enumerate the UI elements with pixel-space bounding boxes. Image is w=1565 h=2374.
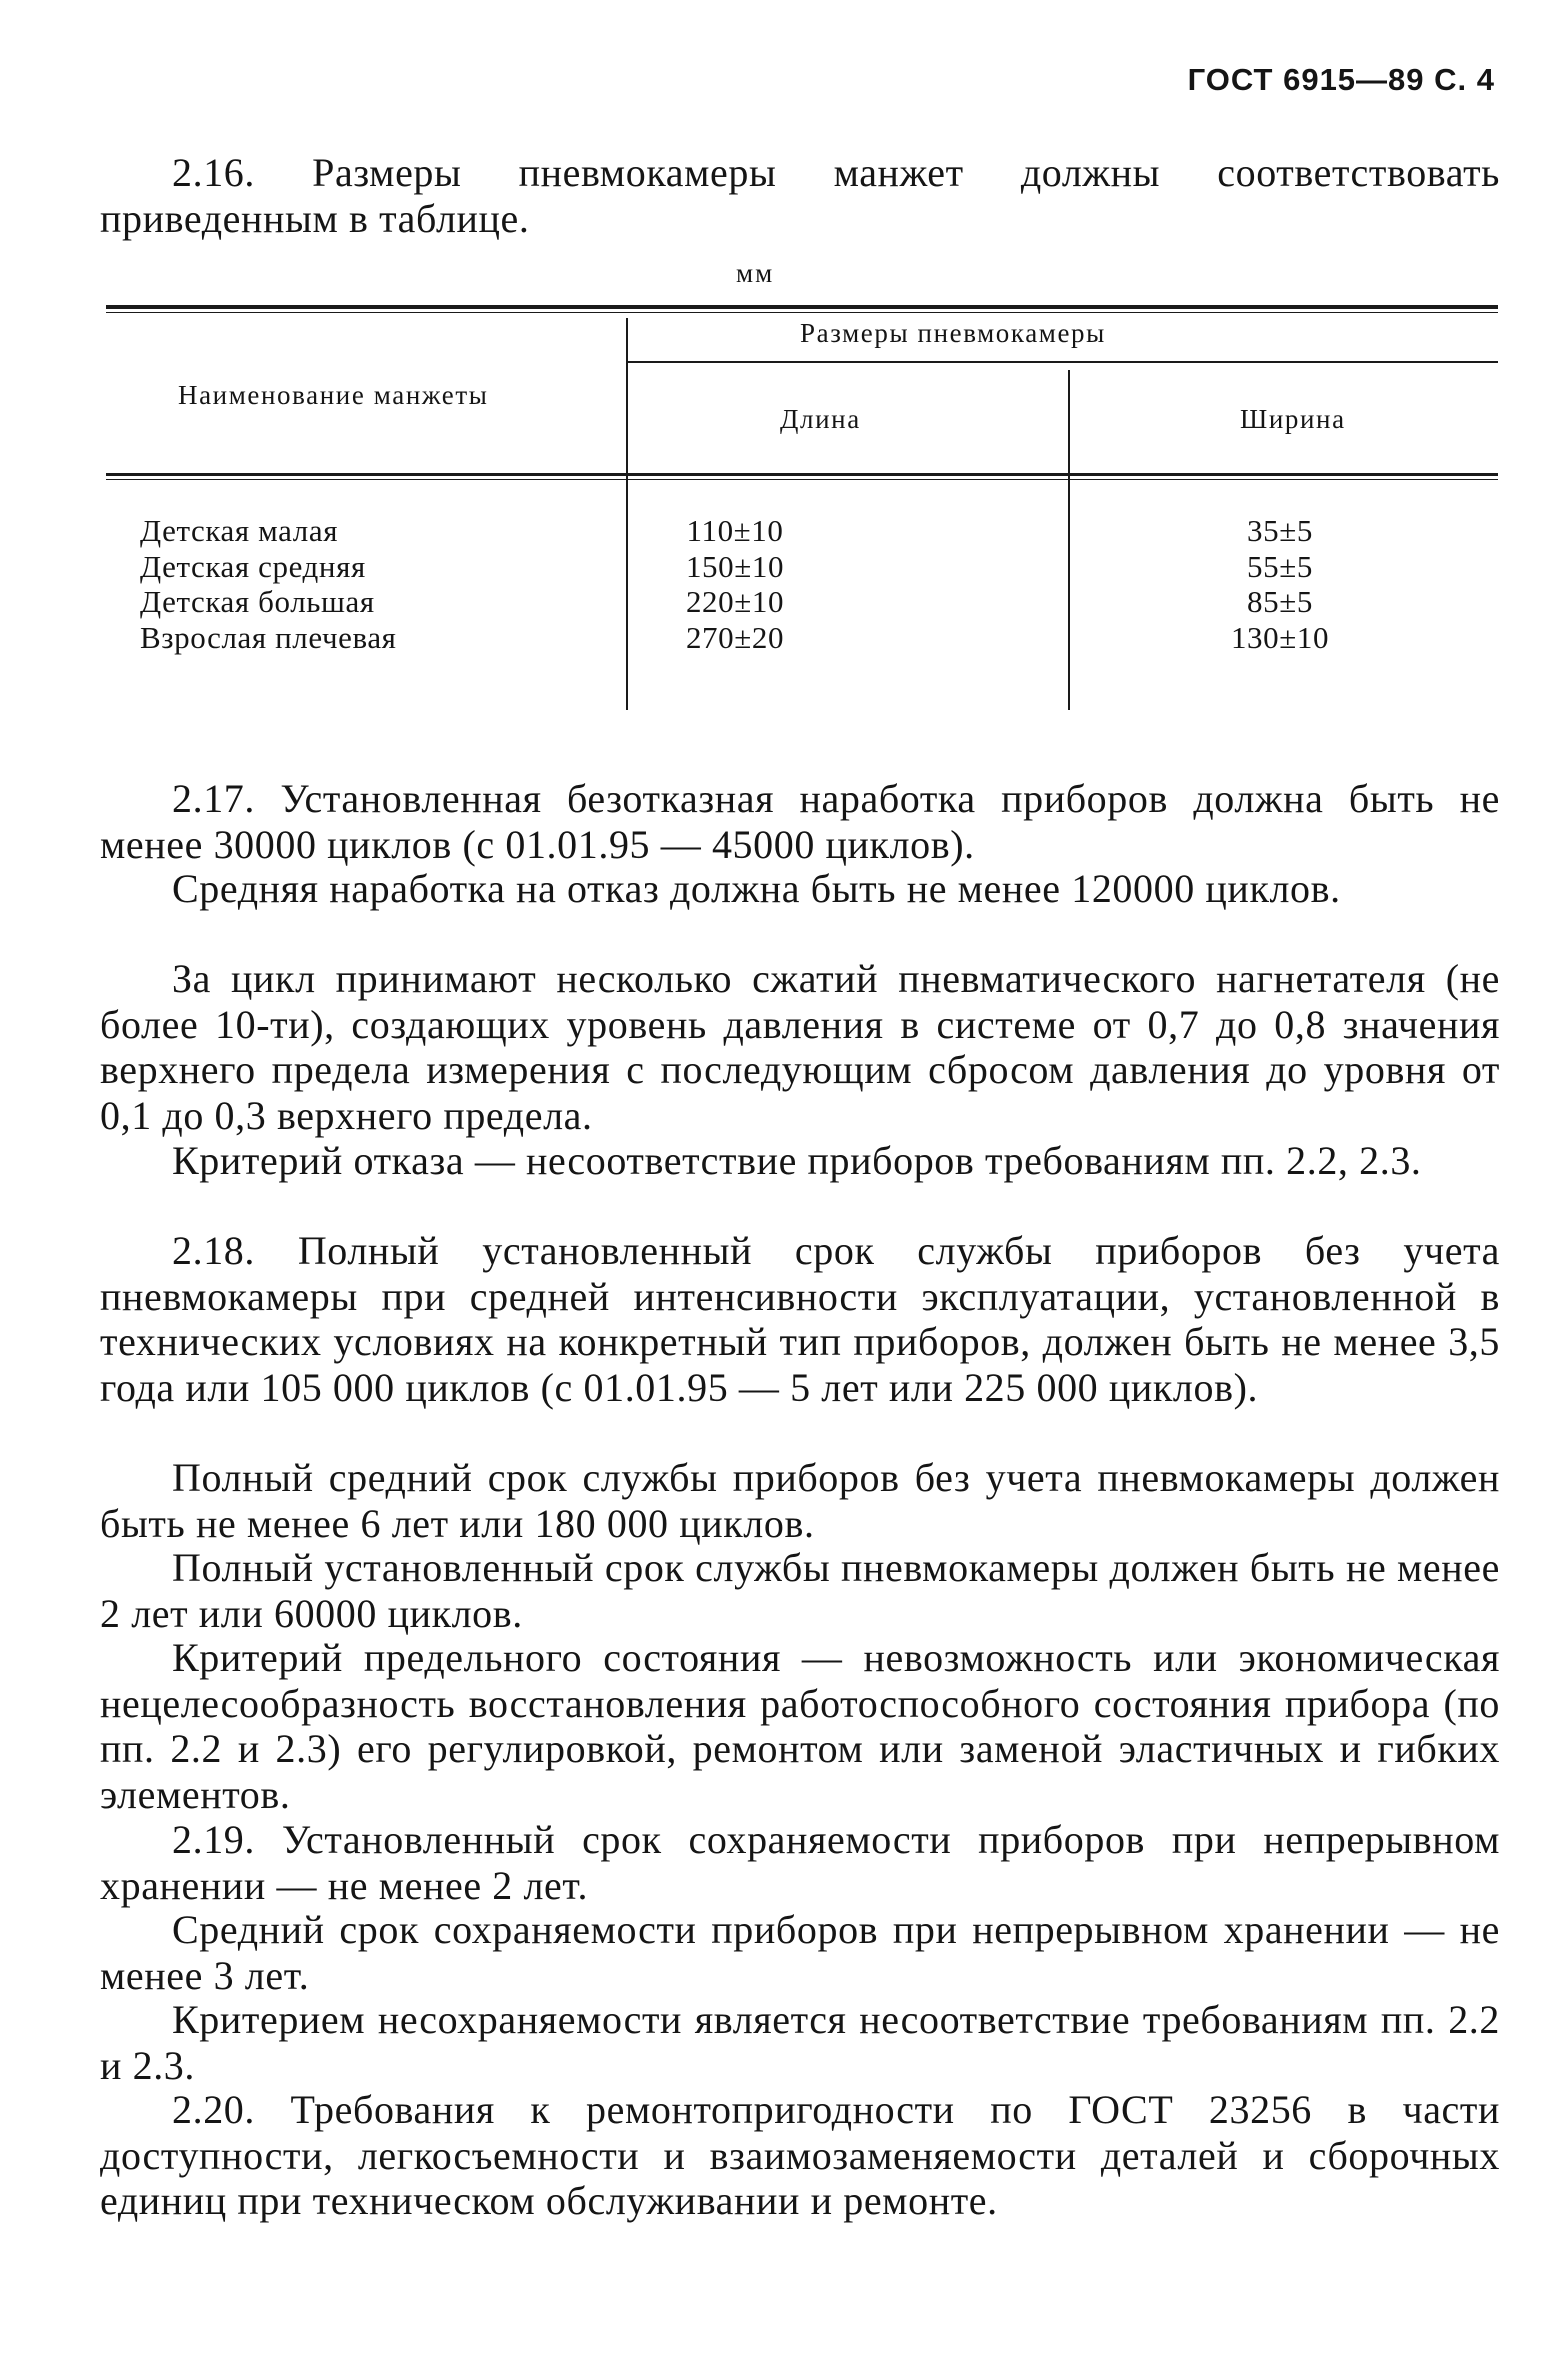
header-cuff-name: Наименование манжеты xyxy=(178,380,489,410)
table-top-rule-thin xyxy=(106,312,1498,313)
paragraph-storage-criterion: Критерием несохраняемости является несоответствие требованиям пп. 2.2 и 2.3. xyxy=(100,1997,1500,2088)
paragraph-2-18: 2.18. Полный установленный срок службы приборов без учета пневмокамеры при средней интенсивности эксплуатации, установленной в технических условиях на конкретный тип приборов, должен быть не менее 3,5 года или 105 000 циклов (с 01.01.95 — 5 лет или 225 000 циклов). xyxy=(100,1228,1500,1410)
paragraph-2-19: 2.19. Установленный срок сохраняемости приборов при непрерывном хранении — не менее 2 лет. xyxy=(100,1817,1500,1908)
table-unit-label: мм xyxy=(736,258,775,288)
paragraph-limit-state-criterion: Критерий предельного состояния — невозможность или экономическая нецелесообразность восстановления работоспособного состояния прибора (по пп. 2.2 и 2.3) его регулировкой, ремонтом или заменой эластичных и гибких элементов. xyxy=(100,1635,1500,1817)
paragraph-failure-criterion: Критерий отказа — несоответствие приборов требованиям пп. 2.2, 2.3. xyxy=(172,1138,1422,1183)
column-cuff-names xyxy=(140,513,397,655)
cell-name: Детская средняя xyxy=(140,548,366,584)
paragraph-2-20: 2.20. Требования к ремонтопригодности по ГОСТ 23256 в части доступности, легкосъемности и взаимозаменяемости деталей и сборочных единиц при техническом обслуживании и ремонте. xyxy=(100,2087,1500,2223)
cell-length: 110±10 xyxy=(686,513,784,548)
column-length-values xyxy=(645,513,825,655)
table-divider-1 xyxy=(626,318,628,710)
table-header-rule xyxy=(106,473,1498,476)
paragraph-chamber-service-life: Полный установленный срок службы пневмокамеры должен быть не менее 2 лет или 60000 циклов. xyxy=(100,1545,1500,1636)
header-chamber-dimensions: Размеры пневмокамеры xyxy=(800,318,1106,348)
header-width: Ширина xyxy=(1240,404,1346,434)
paragraph-mean-storage-life: Средний срок сохраняемости приборов при непрерывном хранении — не менее 3 лет. xyxy=(100,1907,1500,1998)
table-top-rule xyxy=(106,305,1498,309)
paragraph-2-16: 2.16. Размеры пневмокамеры манжет должны соответствовать приведенным в таблице. xyxy=(100,150,1500,241)
column-width-values xyxy=(1190,513,1370,655)
cell-name: Взрослая плечевая xyxy=(140,619,397,655)
paragraph-cycle-definition: За цикл принимают несколько сжатий пневматического нагнетателя (не более 10-ти), создающих уровень давления в системе от 0,7 до 0,8 значения верхнего предела измерения с последующим сбросом давления до уровня от 0,1 до 0,3 верхнего предела. xyxy=(100,956,1500,1138)
cell-name: Детская малая xyxy=(140,513,339,548)
cell-width: 85±5 xyxy=(1247,584,1313,619)
header-length: Длина xyxy=(780,404,861,434)
cuff-dimensions-table xyxy=(100,298,1500,710)
paragraph-mean-service-life: Полный средний срок службы приборов без учета пневмокамеры должен быть не менее 6 лет или 180 000 циклов. xyxy=(100,1455,1500,1546)
paragraph-mtbf: Средняя наработка на отказ должна быть не менее 120000 циклов. xyxy=(172,866,1341,911)
cell-width: 35±5 xyxy=(1247,513,1313,548)
table-divider-2 xyxy=(1068,370,1070,710)
cell-length: 220±10 xyxy=(685,584,785,619)
cell-width: 55±5 xyxy=(1247,548,1313,584)
cell-width: 130±10 xyxy=(1230,619,1330,655)
cell-length: 150±10 xyxy=(685,548,785,584)
cell-length: 270±20 xyxy=(685,619,785,655)
table-group-rule xyxy=(628,361,1498,363)
cell-name: Детская большая xyxy=(140,584,375,619)
page-header: ГОСТ 6915—89 С. 4 xyxy=(1187,62,1495,97)
paragraph-2-17: 2.17. Установленная безотказная наработка приборов должна быть не менее 30000 циклов (с 01.01.95 — 45000 циклов). xyxy=(100,776,1500,867)
table-header-rule-thin xyxy=(106,479,1498,480)
